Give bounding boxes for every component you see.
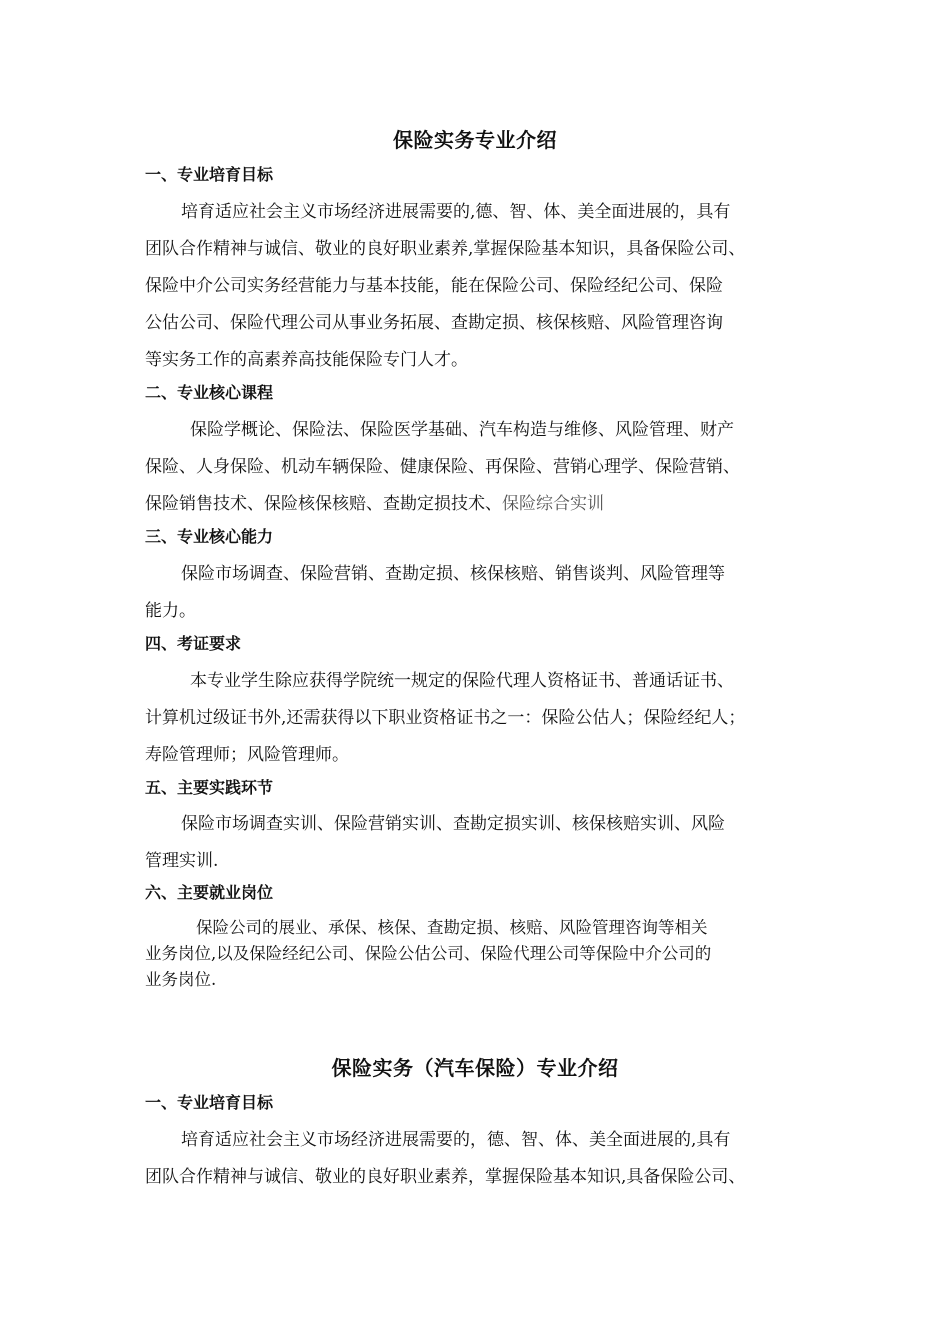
doc1-section2-line: 保险学概论、保险法、保险医学基础、汽车构造与维修、风险管理、财产 <box>190 420 734 440</box>
doc1-section1-heading: 一、专业培育目标 <box>145 165 274 184</box>
doc1-section2-line-main: 保险销售技术、保险核保核赔、查勘定损技术、 <box>145 494 502 514</box>
doc1-section1-line: 等实务工作的高素养高技能保险专门人才。 <box>145 350 468 370</box>
doc1-section3-line: 能力。 <box>145 601 196 621</box>
doc2-title: 保险实务（汽车保险）专业介绍 <box>331 1056 619 1080</box>
doc1-section6-line: 保险公司的展业、承保、核保、查勘定损、核赔、风险管理咨询等相关 <box>196 918 708 937</box>
doc1-section2-heading: 二、专业核心课程 <box>145 383 274 402</box>
doc1-title: 保险实务专业介绍 <box>393 128 557 152</box>
doc1-section1-line: 团队合作精神与诚信、敬业的良好职业素养,掌握保险基本知识，具备保险公司、 <box>145 239 746 259</box>
doc1-section4-line: 本专业学生除应获得学院统一规定的保险代理人资格证书、普通话证书、 <box>190 671 734 691</box>
doc1-section5-line: 管理实训. <box>145 851 219 871</box>
doc1-section2-line-last <box>145 489 604 514</box>
doc1-section3-line: 保险市场调查、保险营销、查勘定损、核保核赔、销售谈判、风险管理等 <box>181 564 725 584</box>
doc2-section1-heading: 一、专业培育目标 <box>145 1093 274 1112</box>
doc1-section3-heading: 三、专业核心能力 <box>145 527 274 546</box>
doc1-section6-line: 业务岗位. <box>145 970 217 989</box>
doc1-section5-heading: 五、主要实践环节 <box>145 778 274 797</box>
doc1-section1-line: 保险中介公司实务经营能力与基本技能，能在保险公司、保险经纪公司、保险 <box>145 276 723 296</box>
doc1-section4-line: 计算机过级证书外,还需获得以下职业资格证书之一：保险公估人；保险经纪人； <box>145 708 746 728</box>
doc2-section1-line: 团队合作精神与诚信、敬业的良好职业素养，掌握保险基本知识,具备保险公司、 <box>145 1167 746 1187</box>
doc1-section2-line: 保险、人身保险、机动车辆保险、健康保险、再保险、营销心理学、保险营销、 <box>145 457 740 477</box>
doc1-section5-line: 保险市场调查实训、保险营销实训、查勘定损实训、核保核赔实训、风险 <box>181 814 725 834</box>
doc1-section2-line-gray: 保险综合实训 <box>502 494 604 514</box>
doc1-section6-line: 业务岗位,以及保险经纪公司、保险公估公司、保险代理公司等保险中介公司的 <box>145 944 712 963</box>
doc1-section4-heading: 四、考证要求 <box>145 634 242 653</box>
doc1-section1-line: 公估公司、保险代理公司从事业务拓展、查勘定损、核保核赔、风险管理咨询 <box>145 313 723 333</box>
doc1-section6-heading: 六、主要就业岗位 <box>145 883 274 902</box>
doc2-section1-line: 培育适应社会主义市场经济进展需要的，德、智、体、美全面进展的,具有 <box>181 1130 731 1150</box>
doc1-section4-line: 寿险管理师；风险管理师。 <box>145 745 349 765</box>
doc1-section1-line: 培育适应社会主义市场经济进展需要的,德、智、体、美全面进展的，具有 <box>181 202 731 222</box>
